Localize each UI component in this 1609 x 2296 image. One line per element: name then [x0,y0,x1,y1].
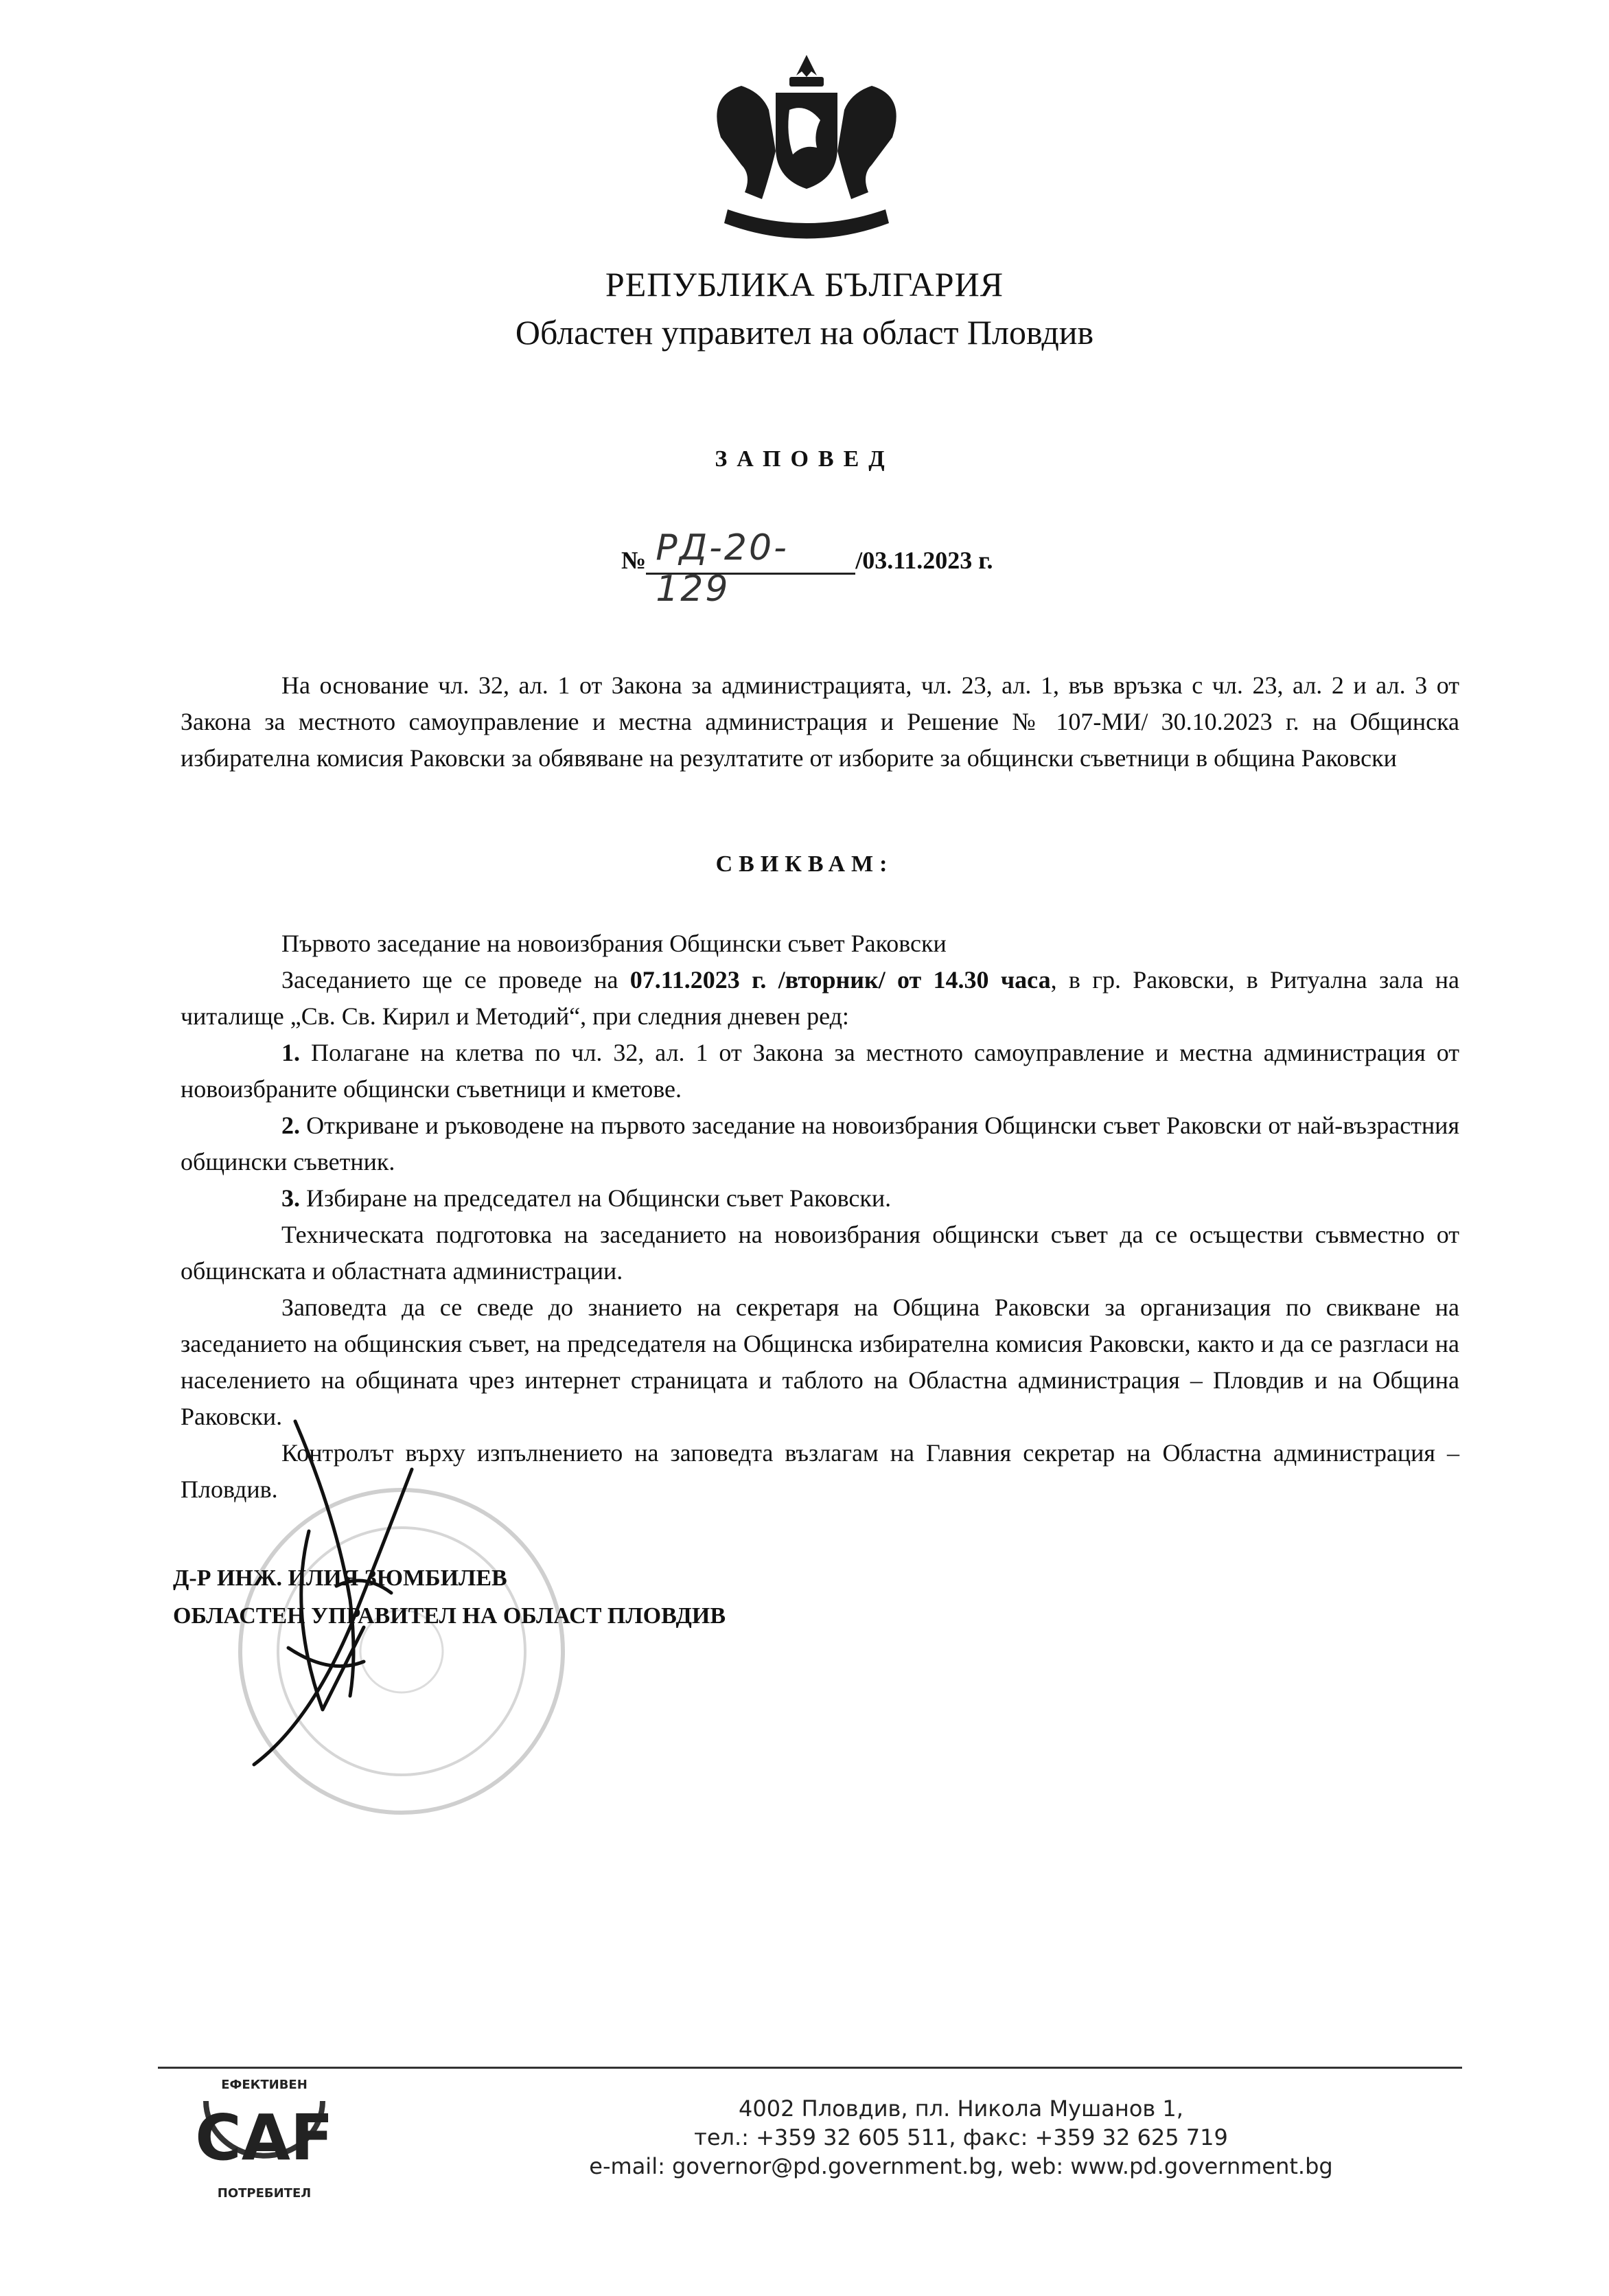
footer-divider [158,2067,1462,2069]
handwritten-number-text: РД-20-129 [656,527,789,610]
caf-certification-logo [178,2074,350,2204]
session-datetime: 07.11.2023 г. /вторник/ от 14.30 часа [629,966,1051,994]
notification-paragraph: Заповедта да се сведе до знанието на секретаря на Община Раковски за организация по свикване на заседанието на общинския съвет, на председателя на Общинска избирателна комисия Раковски, както и да се разгласи на населението на общината чрез интернет страницата и таблото на Областна администрация – Пловдив и на Община Раковски. [181,1294,1459,1430]
handwritten-number [646,527,855,610]
footer-phones: тел.: +359 32 605 511, факс: +359 32 625 719 [694,2124,1228,2150]
session-details-start: Заседанието ще се проведе на [281,966,630,994]
agenda-item-2-text: Откриване и ръководене на първото заседание на новоизбрания Общински съвет Раковски от най-възрастния общински съветник. [181,1112,1459,1175]
control-paragraph: Контролът върху изпълнението на заповедта възлагам на Главния секретар на Областна администрация – Пловдив. [181,1439,1459,1503]
signatory-position: ОБЛАСТЕН УПРАВИТЕЛ НА ОБЛАСТ ПЛОВДИВ [173,1603,726,1629]
agenda-item-3-text: Избиране на председател на Общински съвет Раковски. [300,1184,892,1212]
agenda-item-2 [181,1107,1459,1180]
agenda-item-3-number: 3. [281,1184,300,1212]
footer-contacts: e-mail: governor@pd.government.bg, web: www.pd.government.bg [589,2153,1333,2179]
session-details-paragraph [181,962,1459,1035]
agenda-item-2-number: 2. [281,1112,300,1139]
agenda-item-1 [181,1035,1459,1107]
cert-bottom-label: ПОТРЕБИТЕЛ [217,2186,312,2201]
technical-preparation-paragraph: Техническата подготовка на заседанието на новоизбрания общински съвет да се осъществи съвместно от общинската и областната администрации. [181,1221,1459,1285]
agenda-item-3 [181,1180,1459,1217]
agenda-item-1-text: Полагане на клетва по чл. 32, ал. 1 от Закона за местното самоуправление и местна администрация от новоизбраните общински съветници и кметове. [181,1039,1459,1103]
cert-top-label: ЕФЕКТИВЕН [221,2078,308,2092]
republic-heading: РЕПУБЛИКА БЪЛГАРИЯ [605,265,1004,303]
footer-address: 4002 Пловдив, пл. Никола Мушанов 1, [739,2096,1183,2122]
handwritten-signature [158,1408,515,1819]
governor-heading: Областен управител на област Пловдив [515,313,1094,352]
session-details-end: , в гр. Раковски, в Ритуална зала на читалище „Св. Св. Кирил и Методий“, при следния дневен ред: [181,966,1459,1030]
cert-logo-text: CAF [195,2101,334,2174]
coat-of-arms-emblem [693,48,920,247]
legal-basis-paragraph: На основание чл. 32, ал. 1 от Закона за администрацията, чл. 23, ал. 1, във връзка с чл. 23, ал. 2 и ал. 3 от Закона за местното самоуправление и местна администрация и Решение № 107-МИ/ 30.10.2023 г. на Общинска избирателна комисия Раковски за обявяване на резултатите от изборите за общински съветници в община Раковски [181,671,1459,772]
signatory-name: Д-Р ИНЖ. ИЛИЯ ЗЮМБИЛЕВ [173,1565,507,1591]
first-session-line: Първото заседание на новоизбрания Общински съвет Раковски [281,930,947,957]
number-sign: № [621,547,647,574]
order-number [621,527,993,610]
agenda-item-1-number: 1. [281,1039,300,1066]
order-title: ЗАПОВЕД [715,446,894,472]
order-date: /03.11.2023 г. [855,547,993,574]
convene-heading: СВИКВАМ: [715,851,894,877]
